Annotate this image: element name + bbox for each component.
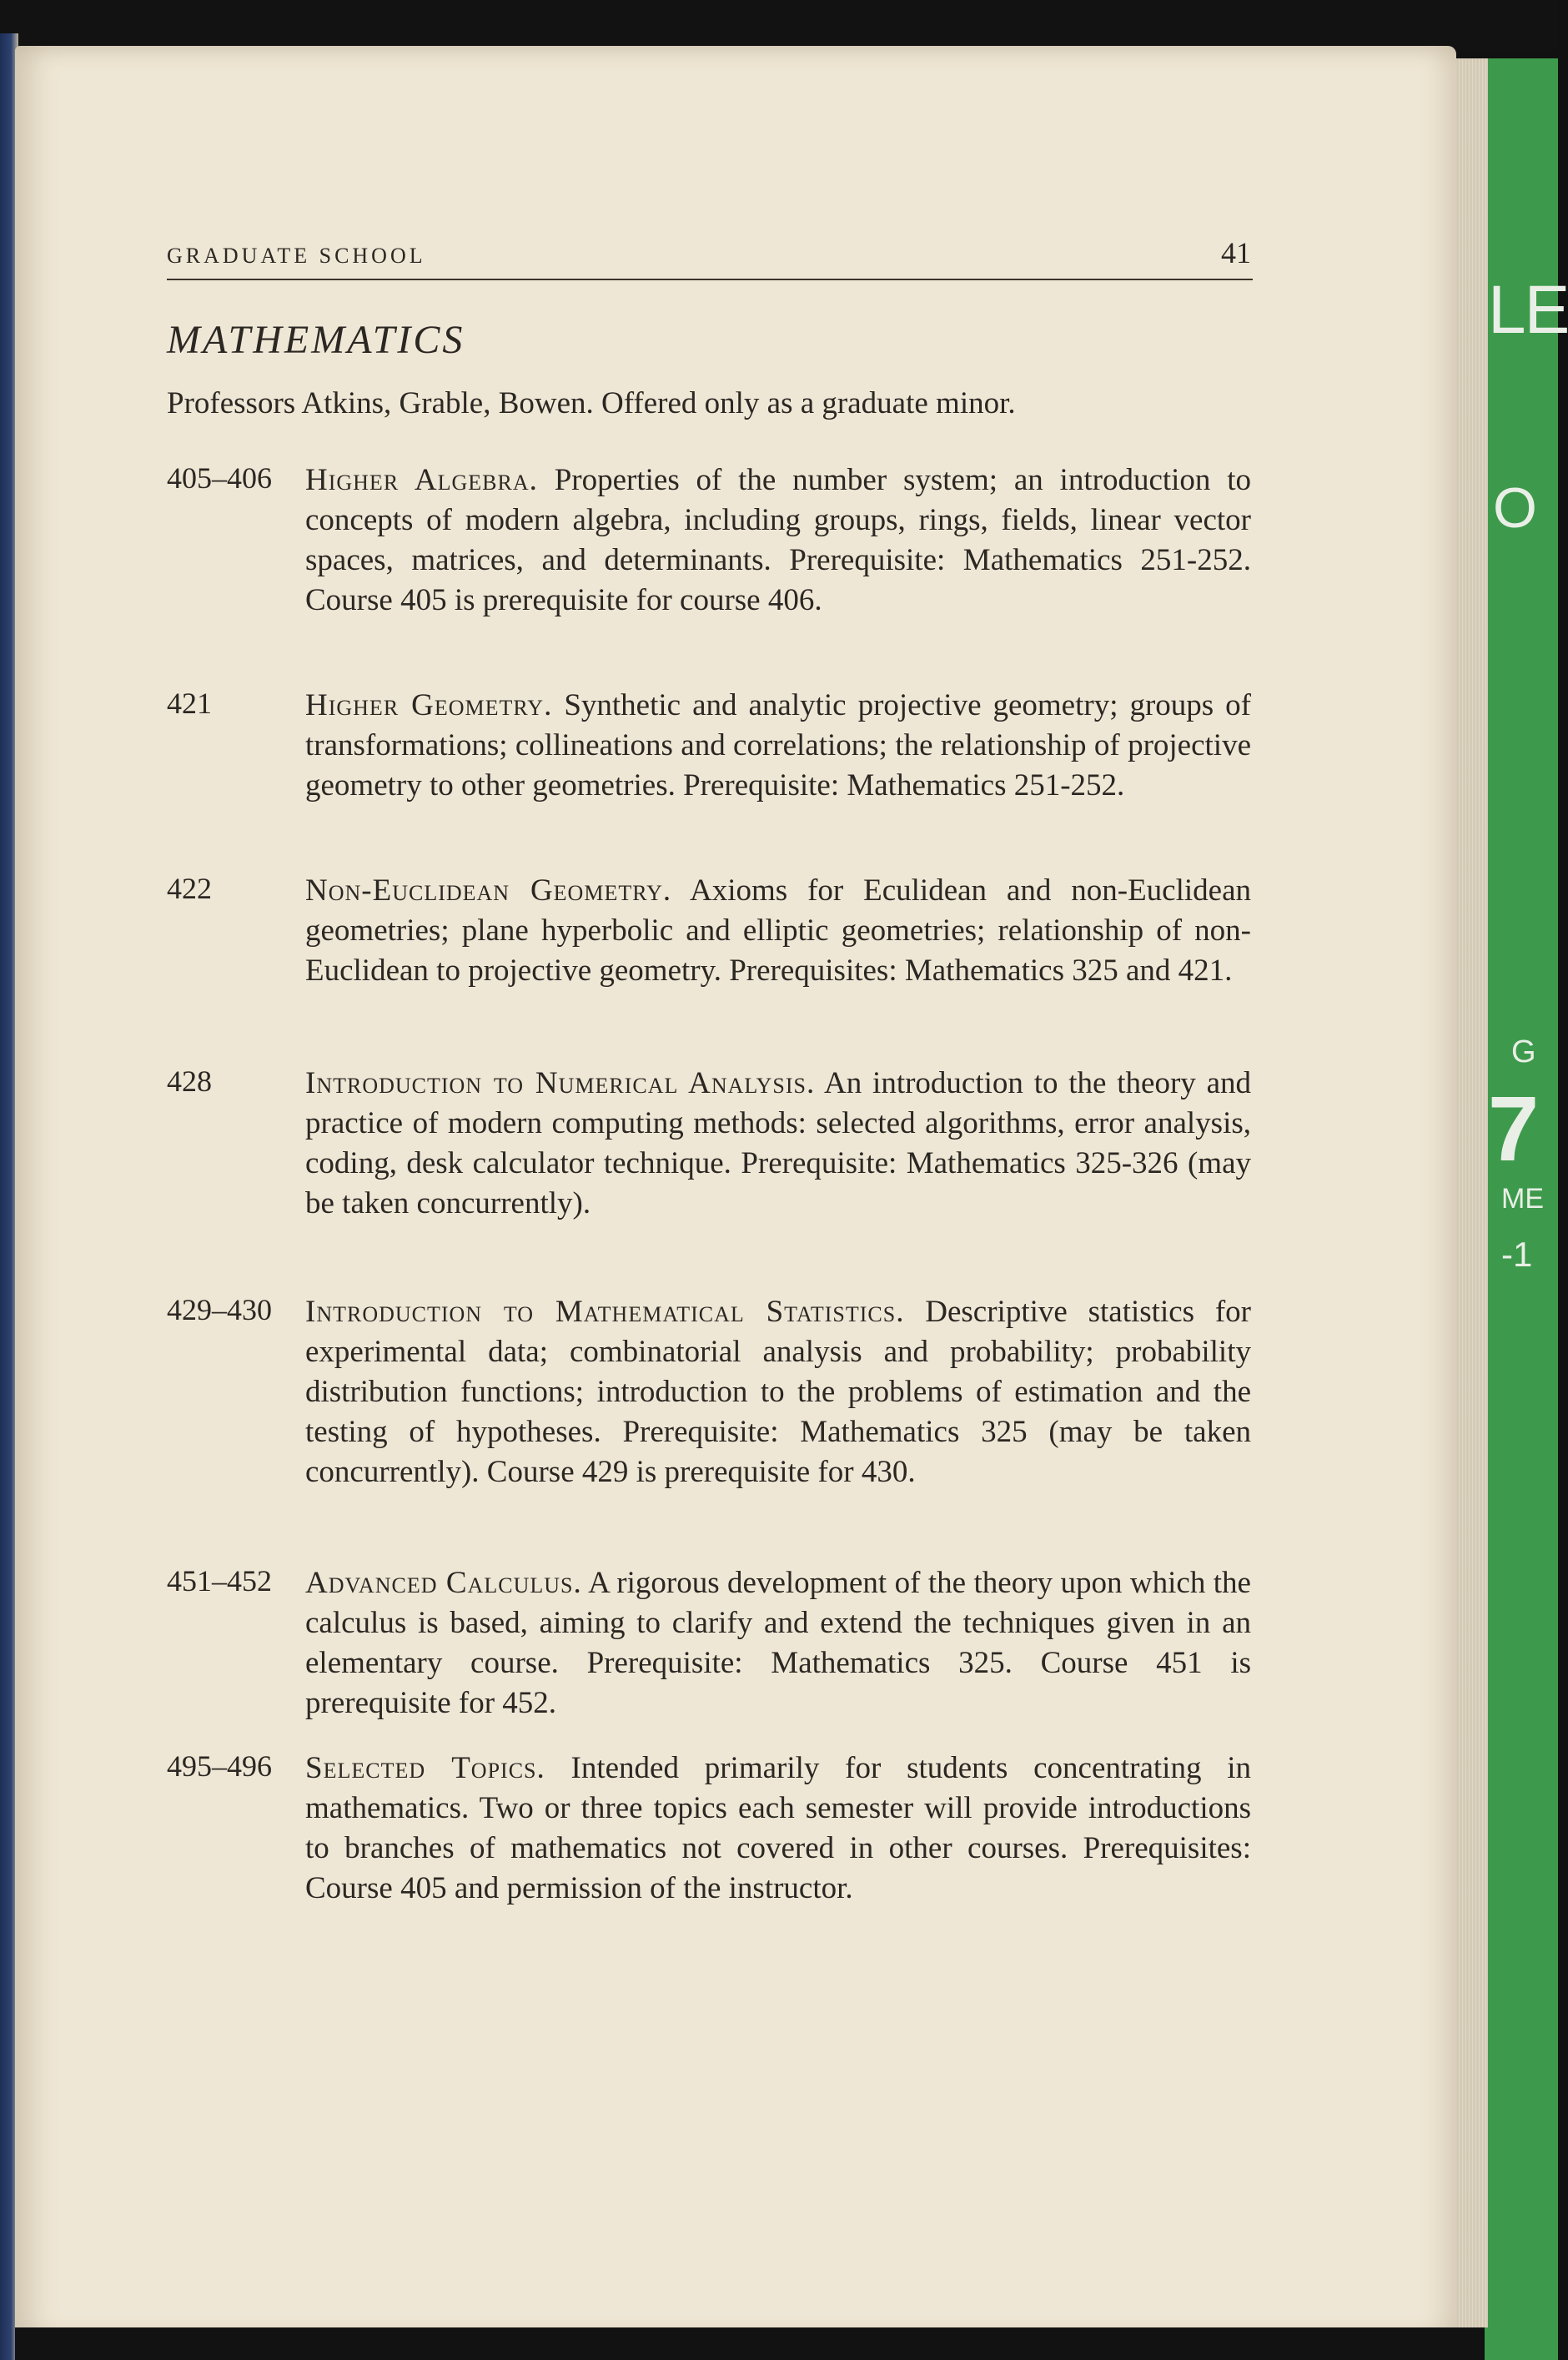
course-title: Non-Euclidean Geometry.	[305, 873, 672, 908]
faculty-line: Professors Atkins, Grable, Bowen. Offered only as a graduate minor.	[167, 386, 1016, 420]
cover-text-fragment: -1	[1501, 1235, 1533, 1274]
course-number: 451–452	[167, 1564, 272, 1598]
course-body	[305, 460, 1251, 621]
background-top	[0, 0, 1558, 50]
section-title: MATHEMATICS	[167, 318, 465, 362]
course-title: Introduction to Mathematical Statistics.	[305, 1295, 905, 1329]
course-number: 422	[167, 872, 212, 905]
course-description: Intended primarily for students concentrating in mathematics. Two or three topics each semester will provide introductions to branches of mathematics not covered in other courses. Prerequisites: Course 405 and permission of the instructor.	[305, 1751, 1252, 1905]
running-head	[167, 236, 1251, 280]
course-number: 421	[167, 687, 212, 720]
course-body	[305, 686, 1251, 806]
course-title: Advanced Calculus.	[305, 1566, 582, 1600]
cover-text-fragment: G	[1511, 1034, 1536, 1069]
course-description: Properties of the number system; an introduction to concepts of modern algebra, including groups, rings, fields, linear vector spaces, matrices, and determinants. Prerequisite: Mathematics 251-252. Course 405 is prerequisite for course 406.	[305, 463, 1252, 617]
cover-text-fragment: O	[1493, 476, 1537, 540]
course-title: Higher Geometry.	[305, 688, 553, 722]
course-description: A rigorous development of the theory upon which the calculus is based, aiming to clarify and extend the techniques given in an elementary course. Prerequisite: Mathematics 325. Course 451 is prerequisite for 452.	[305, 1566, 1251, 1720]
course-number: 495–496	[167, 1749, 272, 1783]
cover-text-fragment: LE	[1488, 272, 1568, 348]
page-edges	[1451, 58, 1488, 2327]
course-body	[305, 1563, 1251, 1723]
course-title: Introduction to Numerical Analysis.	[305, 1066, 816, 1100]
course-title: Higher Algebra.	[305, 463, 538, 497]
course-number: 405–406	[167, 461, 272, 495]
course-body	[305, 1064, 1251, 1224]
course-body	[305, 1292, 1251, 1492]
course-number: 429–430	[167, 1293, 272, 1326]
course-body	[305, 1749, 1251, 1909]
cover-text-fragment: 7	[1488, 1078, 1540, 1180]
header-rule	[167, 279, 1253, 280]
course-title: Selected Topics.	[305, 1751, 545, 1785]
course-description: Axioms for Eculidean and non-Euclidean geometries; plane hyperbolic and elliptic geometries; relationship of non-Euclidean to projective geometry. Prerequisites: Mathematics 325 and 421.	[305, 873, 1251, 988]
course-description: An introduction to the theory and practice of modern computing methods: selected algorithms, error analysis, coding, desk calculator technique. Prerequisite: Mathematics 325-326 (may be taken concurrently).	[305, 1066, 1252, 1220]
running-head-title: GRADUATE SCHOOL	[167, 244, 426, 268]
page-number: 41	[1221, 236, 1251, 269]
cover-text-fragment: ME	[1501, 1183, 1544, 1215]
course-body	[305, 871, 1251, 991]
course-number: 428	[167, 1064, 212, 1098]
course-description: Descriptive statistics for experimental data; combinatorial analysis and probability; probability distribution functions; introduction to the problems of estimation and the testing of hypotheses. Prerequisite: Mathematics 325 (may be taken concurrently). Course 429 is prerequisite for 430.	[305, 1295, 1251, 1489]
course-description: Synthetic and analytic projective geometry; groups of transformations; collineations and correlations; the relationship of projective geometry to other geometries. Prerequisite: Mathematics 251-252.	[305, 688, 1251, 803]
background-bottom	[15, 2327, 1483, 2360]
